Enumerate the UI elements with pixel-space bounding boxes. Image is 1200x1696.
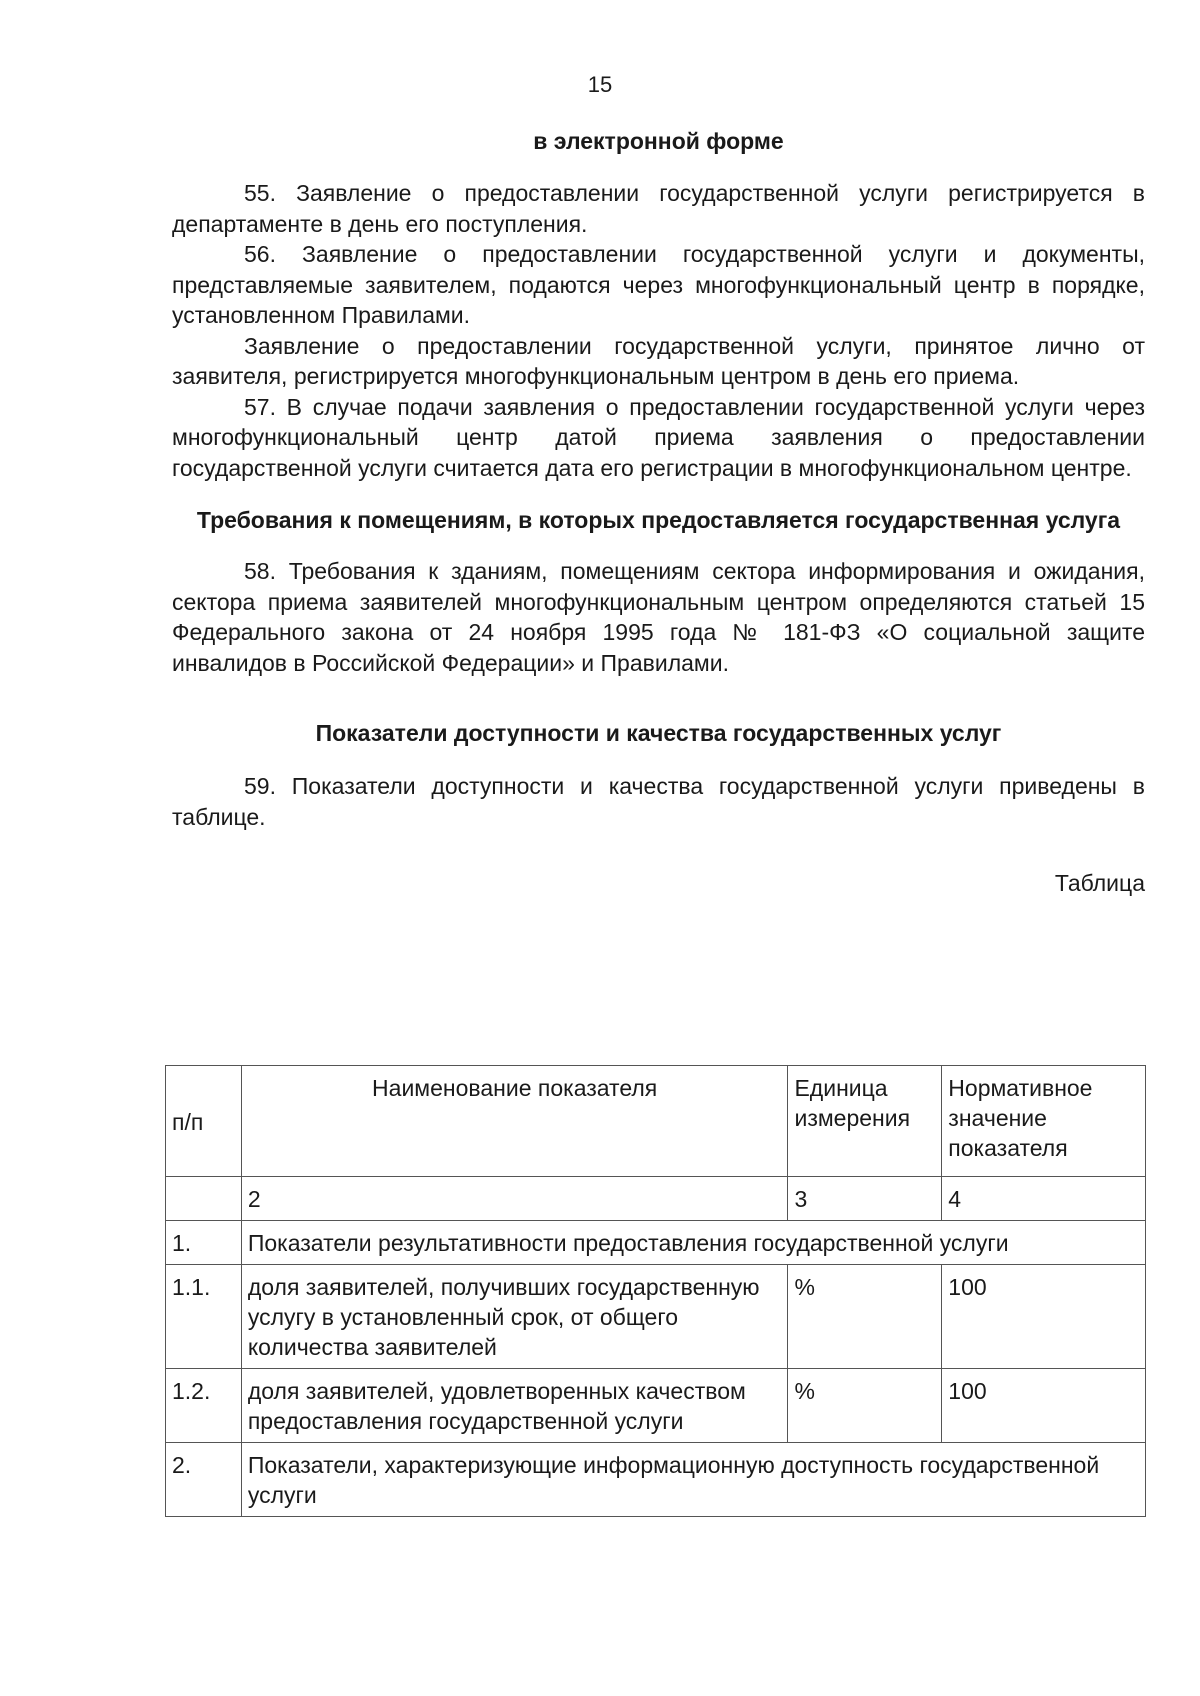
paragraph-56-continued: Заявление о предоставлении государственной услуги, принятое лично от заявителя, регистрируется многофункциональным центром в день его приема. (172, 332, 1145, 389)
row-unit: % (788, 1265, 942, 1369)
row-unit: % (788, 1369, 942, 1443)
page-number: 15 (587, 72, 613, 97)
table-numbering-row (166, 1177, 1146, 1221)
paragraph-58: 58. Требования к зданиям, помещениям сектора информирования и ожидания, сектора приема заявителей многофункциональным центром определяются статьей 15 Федерального закона от 24 ноября 1995 года № 181-ФЗ «О социальной защите инвалидов в Российской Федерации» и Правилами. (172, 558, 1145, 676)
row-value: 100 (942, 1265, 1146, 1369)
section-heading-electronic-form: в электронной форме (533, 128, 784, 154)
paragraph-55: 55. Заявление о предоставлении государственной услуги регистрируется в департаменте в день его поступления. (172, 180, 1145, 237)
table-row (166, 1265, 1146, 1369)
row-indicator-name: доля заявителей, удовлетворенных качеством предоставления государственной услуги (241, 1369, 788, 1443)
table-caption: Таблица (1054, 870, 1145, 896)
numbering-cell-3: 3 (788, 1177, 942, 1221)
numbering-cell-1 (166, 1177, 242, 1221)
paragraph-56: 56. Заявление о предоставлении государственной услуги и документы, представляемые заявителем, подаются через многофункциональный центр в порядке, установленном Правилами. (172, 241, 1145, 328)
section-heading-quality-indicators: Показатели доступности и качества государственных услуг (315, 720, 1002, 746)
group-title: Показатели результативности предоставления государственной услуги (241, 1221, 1145, 1265)
group-number: 2. (166, 1443, 242, 1517)
document-body (172, 126, 1145, 917)
header-cell-unit: Единица измерения (788, 1066, 942, 1177)
section-heading-premises-requirements: Требования к помещениям, в которых предоставляется государственная услуга (196, 507, 1121, 533)
row-indicator-name: доля заявителей, получивших государственную услугу в установленный срок, от общего количества заявителей (241, 1265, 788, 1369)
table-group-row (166, 1221, 1146, 1265)
table-row (166, 1369, 1146, 1443)
header-cell-number: п/п (166, 1066, 242, 1177)
row-value: 100 (942, 1369, 1146, 1443)
group-number: 1. (166, 1221, 242, 1265)
numbering-cell-2: 2 (241, 1177, 788, 1221)
indicators-table (165, 1065, 1146, 1517)
table-header-row (166, 1066, 1146, 1177)
numbering-cell-4: 4 (942, 1177, 1146, 1221)
header-cell-name: Наименование показателя (241, 1066, 788, 1177)
group-title: Показатели, характеризующие информационную доступность государственной услуги (241, 1443, 1145, 1517)
row-number: 1.1. (166, 1265, 242, 1369)
row-number: 1.2. (166, 1369, 242, 1443)
paragraph-59: 59. Показатели доступности и качества государственной услуги приведены в таблице. (172, 773, 1145, 830)
header-cell-normative-value: Нормативное значение показателя (942, 1066, 1146, 1177)
paragraph-57: 57. В случае подачи заявления о предоставлении государственной услуги через многофункциональный центр датой приема заявления о предоставлении государственной услуги считается дата его регистрации в многофункциональном центре. (172, 393, 1145, 481)
table-group-row (166, 1443, 1146, 1517)
